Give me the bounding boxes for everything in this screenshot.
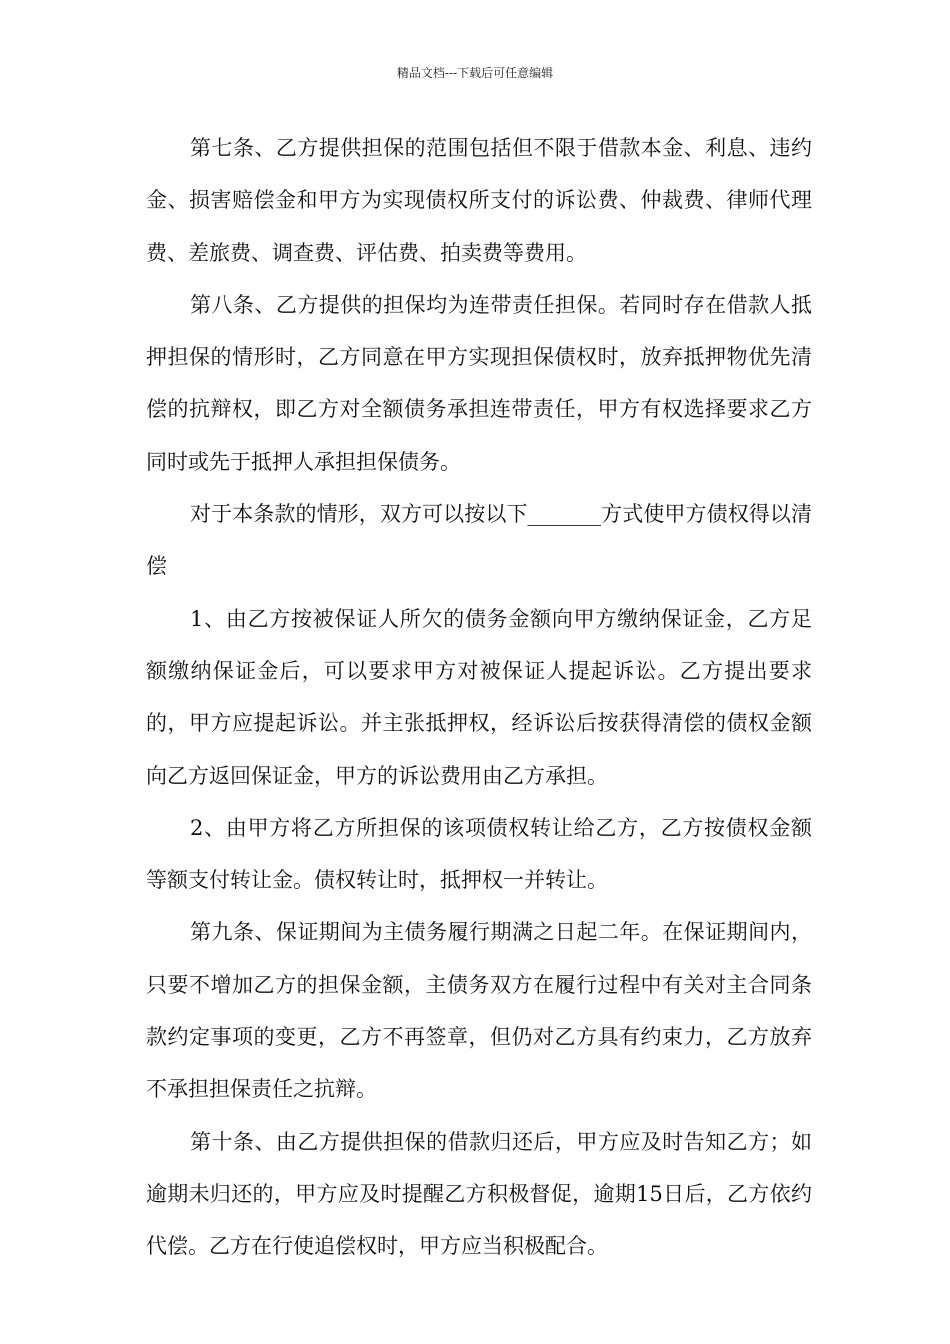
option-1-paragraph: 1、由乙方按被保证人所欠的债务金额向甲方缴纳保证金，乙方足额缴纳保证金后，可以要求甲方对被保证人提起诉讼。乙方提出要求的，甲方应提起诉讼。并主张抵押权，经诉讼后按获得清偿的债权金额向乙方返回保证金，甲方的诉讼费用由乙方承担。 xyxy=(146,606,812,788)
page-header: 精品文档---下载后可任意编辑 xyxy=(396,66,554,80)
clause-9-paragraph: 第九条、保证期间为主债务履行期满之日起二年。在保证期间内，只要不增加乙方的担保金额，主债务双方在履行过程中有关对主合同条款约定事项的变更，乙方不再签章，但仍对乙方具有约束力，乙方放弃不承担担保责任之抗辩。 xyxy=(146,920,812,1102)
clause-10-paragraph: 第十条、由乙方提供担保的借款归还后，甲方应及时告知乙方；如逾期未归还的，甲方应及时提醒乙方积极督促，逾期15日后，乙方依约代偿。乙方在行使追偿权时，甲方应当积极配合。 xyxy=(146,1129,812,1259)
clause-8-paragraph: 第八条、乙方提供的担保均为连带责任担保。若同时存在借款人抵押担保的情形时，乙方同意在甲方实现担保债权时，放弃抵押物优先清偿的抗辩权，即乙方对全额债务承担连带责任，甲方有权选择要求乙方同时或先于抵押人承担担保债务。 xyxy=(146,292,812,474)
option-2-paragraph: 2、由甲方将乙方所担保的该项债权转让给乙方，乙方按债权金额等额支付转让金。债权转让时，抵押权一并转让。 xyxy=(146,815,812,893)
clause-7-paragraph: 第七条、乙方提供担保的范围包括但不限于借款本金、利息、违约金、损害赔偿金和甲方为实现债权所支付的诉讼费、仲裁费、律师代理费、差旅费、调查费、评估费、拍卖费等费用。 xyxy=(146,136,812,265)
settlement-options-paragraph: 对于本条款的情形，双方可以按以下_______方式使甲方债权得以清偿 xyxy=(146,502,812,579)
document-body xyxy=(146,122,812,1273)
